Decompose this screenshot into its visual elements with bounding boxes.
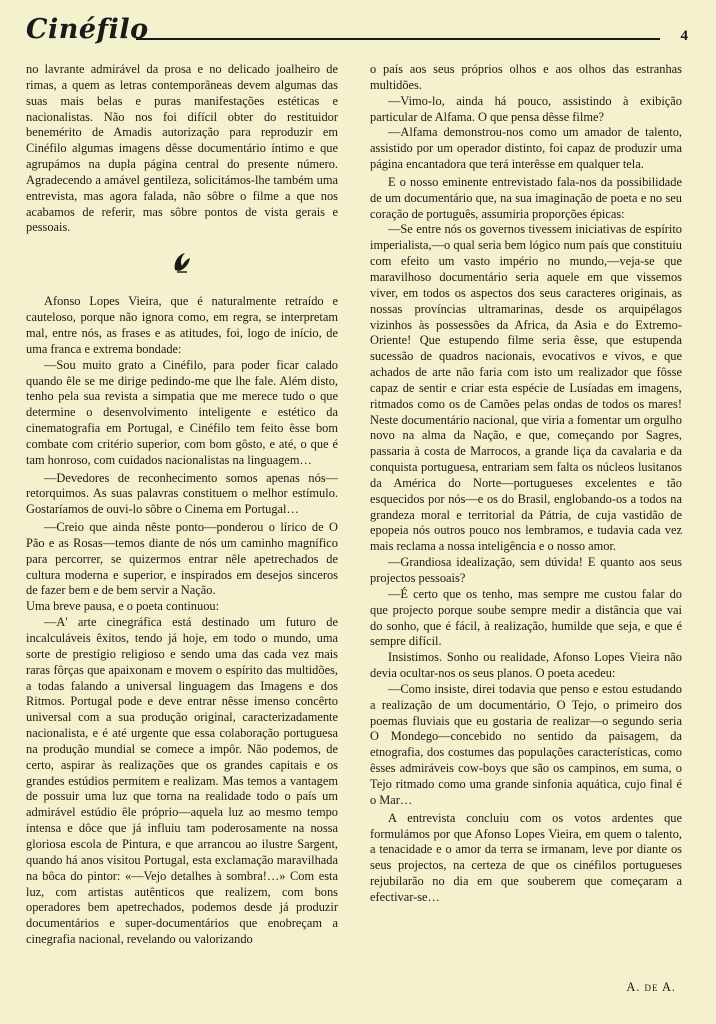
paragraph: —A' arte cinegráfica está destinado um futuro de incalculáveis êxitos, tendo já hoje, em todo o mundo, uma sorte de prestígio religioso e sendo uma das cada vez mais raras fôrças que apaixonam e movem o espírito das multidões, a todas falando a universal linguagem das Imagens e dos Ritmos. Portugal pode e deve entrar nêsse imenso concêrto universal com a sua produção original, caracterizadamente nacionalista, e é até urgente que essa colaboração portuguesa na produção mundial se comece a impôr. Não podemos, de certo, aspirar às realizações que os grandes capitais e os grandes estúdios permitem e realizam. Mas temos a vantagem de possuir uma luz que torna na realidade todo o país um admirável estúdio êle próprio—aquela luz ao mesmo tempo intensa e dôce que já influiu tam poderosamente na nossa gloriosa escola de Pintura, e que arrancou ao ilustre Sargent, quando há anos visitou Portugal, esta exclamação maravilhada na bôca do pintor: «—Vejo detalhes à sombra!…» Com esta luz, com artistas autênticos que realizem, com bons operadores bem apetrechados, podemos desde já produzir documentários e super-documentários que enobreçam a cinegrafia nacional, revelando ou valorizando [26,615,338,947]
fleuron-ornament-icon [26,250,338,274]
paragraph: —Grandiosa idealização, sem dúvida! E quanto aos seus projectos pessoais? [370,555,682,585]
right-column [370,62,682,906]
paragraph: —Sou muito grato a Cinéfilo, para poder ficar calado quando êle se me dirige pedindo-me que lhe fale. Além disto, tenho pela sua revista a simpatia que me merece tudo o que determine o desenvolvimento inteligente e estético da cinematografia em Portugal, e Cinéfilo tem feito êsse bom combate com critério superior, com bom gôsto, e até, o que é tam honroso, com cuidados nacionalistas na linguagem… [26,357,338,467]
paragraph: E o nosso eminente entrevistado fala-nos da possibilidade de um documentário que, na sua imaginação de poeta e no seu coração de português, assumiria proporções épicas: [370,174,682,221]
paragraph: —Vimo-lo, ainda há pouco, assistindo à exibição particular de Alfama. O que pensa dêsse filme? [370,93,682,124]
magazine-logo: Cinéfilo [26,14,149,45]
paragraph: —Devedores de reconhecimento somos apenas nós—retorquimos. As suas palavras constituem o melhor estímulo. Gostaríamos de ouvi-lo sôbre o Cinema em Portugal… [26,470,338,517]
header-rule [136,38,660,40]
paragraph: o país aos seus próprios olhos e aos olhos das estranhas multidões. [370,62,682,92]
paragraph: Insistimos. Sonho ou realidade, Afonso Lopes Vieira não devia ocultar-nos os seus planos. O poeta acedeu: [370,650,682,681]
paragraph: —Alfama demonstrou-nos como um amador de talento, assistido por um operador distinto, foi capaz de produzir uma página encantadora que terá interêsse em qualquer tela. [370,125,682,172]
page-number: 4 [680,28,688,44]
masthead [26,14,692,54]
paragraph: Afonso Lopes Vieira, que é naturalmente retraído e cauteloso, porque não ignora como, em regra, se interpretam mal, entre nós, as frases e as atitudes, foi, logo de início, de uma franca e extrema bondade: [26,294,338,356]
paragraph: Uma breve pausa, e o poeta continuou: [26,599,220,614]
paragraph: A entrevista concluiu com os votos ardentes que formulámos por que Afonso Lopes Vieira, em quem o talento, a tenacidade e o amor da terra se irmanam, leve por diante os seus projectos, na certeza de que os cinéfilos portugueses rejubilarão no dia em que souberem que começaram a efectivar-se… [370,810,682,904]
paragraph: —Como insiste, direi todavia que penso e estou estudando a realização de um documentário, O Tejo, o primeiro dos poemas fluviais que eu gostaria de realizar—o segundo seria O Mondego—concebido no sentido da paisagem, da etnografia, dos costumes das populações características, como êsses admiráveis cow-boys que são os campinos, em suma, o Tejo ritmado como uma grande sinfonia aquática, cujo final é o Mar… [370,681,682,807]
author-signature: A. de A. [626,980,676,994]
paragraph: —Se entre nós os governos tivessem iniciativas de espírito imperialista,—o qual seria bem lógico num país que constituiu com efeito um vasto império no mundo,—veja-se que maravilhoso documentário seria aquele em que vissemos viver, em todos os aspectos dos seus caracteres originais, as nossas províncias ultramarinas, desde os arquipélagos vizinhos às possessões da Africa, da Asia e do Extremo-Oriente! Que estupendo filme seria êsse, que estupenda sucessão de quadros nacionais, evocativos e vivos, e que achados de arte não faria com isto um realizador que fôsse capaz de sentir e criar esta espécie de Lusíadas em imagens, ritmados como os de Camões pelas ondas de todos os mares! Neste documentário nacional, que viria a fomentar um orgulho novo na alma da Nação, e que, começando por Sagres, passaria à costa de Marrocos, a grande liça da cavalaria e da conquista portuguesa, entrariam sem falta os núcleos lusitanos da América do Norte—portugueses excelentes e tão esquecidos por nós—e os do Brasil, englobando-os a todos na grandeza moral e territorial da Pátria, de cuja vastidão de epopeia nós outros pouco nos lembramos, e tudavia cada vez mais reclama a nossa inteligência e o nosso amor. [370,222,682,554]
paragraph: —É certo que os tenho, mas sempre me custou falar do que projecto porque soube sempre medir a distância que vai do sonho, que é fácil, à realização, humilde que seja, e que é sempre difícil. [370,586,682,649]
paragraph: no lavrante admirável da prosa e no delicado joalheiro de rimas, a quem as letras contemporâneas devem algumas das suas mais belas e puras manifestações estéticas e nacionalistas. Não nos foi difícil obter do restituidor benemérito de Amadis autorização para reproduzir em Cinéfilo algumas imagens dêsse documentário íntimo e que agrupámos na dupla página central do presente número. Agradecendo a amável gentileza, solicitámos-lhe também uma entrevista, mas agora falada, não sôbre o filme a que nos acabamos de referir, mas sôbre pontos de vista gerais e pessoais. [26,62,338,235]
left-column [26,62,338,948]
paragraph: —Creio que ainda nêste ponto—ponderou o lírico de O Pão e as Rosas—temos diante de nós um caminho magnífico para percorrer, se quizermos entrar nêle apetrechados de cultura moderna e superior, e inspirados em desejos sinceros de fazer bem e de bem servir a Nação. [26,520,338,598]
